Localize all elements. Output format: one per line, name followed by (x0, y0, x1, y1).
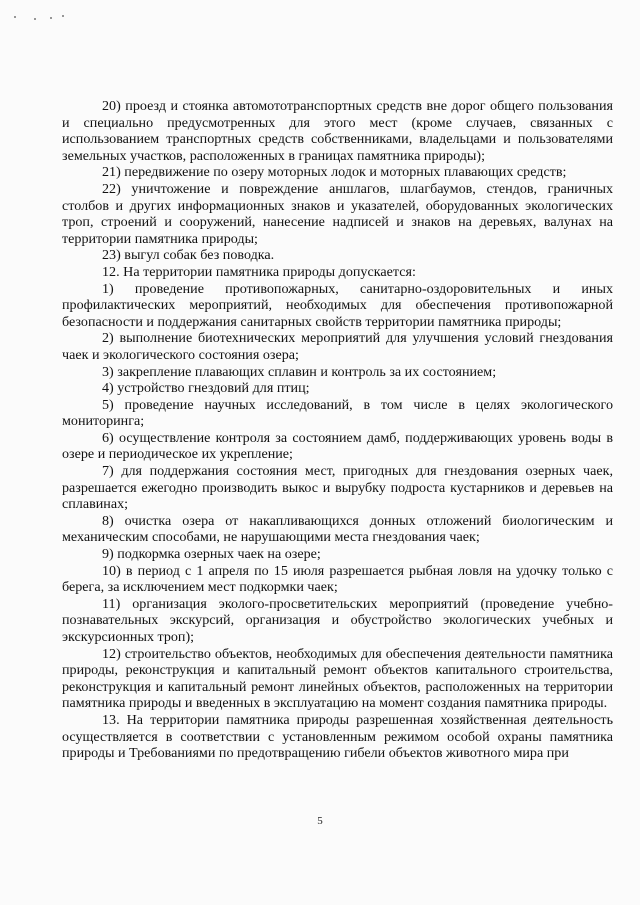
paragraph-allowed-7: 7) для поддержания состояния мест, пригодных для гнездования озерных чаек, разрешается ежегодно производить выкос и вырубку подроста кустарников и деревьев на сплавинах; (62, 463, 613, 513)
paragraph-allowed-5: 5) проведение научных исследований, в том числе в целях экологического мониторинга; (62, 396, 613, 430)
paragraph-allowed-12: 12) строительство объектов, необходимых для обеспечения деятельности памятника природы, реконструкция и капитальный ремонт объектов капитального строительства, реконструкция и капитальный ремонт линейных объектов, расположенных на территории памятника природы и введенных в эксплуатацию на момент создания памятника природы. (62, 645, 613, 712)
document-body (62, 98, 613, 762)
paragraph-item-20: 20) проезд и стоянка автомототранспортных средств вне дорог общего пользования и специально предусмотренных для этого мест (кроме случаев, связанных с использованием транспортных средств собственниками, владельцами и пользователями земельных участков, расположенных в границах памятника природы); (62, 98, 613, 164)
paragraph-allowed-1: 1) проведение противопожарных, санитарно-оздоровительных и иных профилактических мероприятий, необходимых для обеспечения противопожарной безопасности и поддержания санитарных свойств территории памятника природы; (62, 280, 613, 330)
paragraph-item-23: 23) выгул собак без поводка. (102, 247, 275, 264)
paragraph-allowed-3: 3) закрепление плавающих сплавин и контроль за их состоянием; (102, 363, 497, 380)
paragraph-allowed-10: 10) в период с 1 апреля по 15 июля разрешается рыбная ловля на удочку только с берега, за исключением мест подкормки чаек; (62, 562, 613, 596)
scan-speck (34, 18, 36, 20)
scan-speck (62, 15, 64, 17)
paragraph-allowed-8: 8) очистка озера от накапливающихся донных отложений биологическим и механическим способами, не нарушающими места гнездования чаек; (62, 512, 613, 546)
paragraph-item-22: 22) уничтожение и повреждение аншлагов, шлагбаумов, стендов, граничных столбов и других информационных знаков и указателей, оборудованных экологических троп, строений и сооружений, нанесение надписей и знаков на деревьях, валунах на территории памятника природы; (62, 180, 613, 247)
paragraph-allowed-11: 11) организация эколого-просветительских мероприятий (проведение учебно-познавательных экскурсий, организация и обустройство экологических учебных и экскурсионных троп); (62, 595, 613, 645)
scan-speck (50, 17, 52, 19)
paragraph-allowed-6: 6) осуществление контроля за состоянием дамб, поддерживающих уровень воды в озере и периодическое их укрепление; (62, 429, 613, 463)
page-number: 5 (317, 815, 323, 827)
scan-speck (14, 16, 16, 18)
paragraph-item-21: 21) передвижение по озеру моторных лодок и моторных плавающих средств; (102, 164, 567, 181)
section-paragraph-13: 13. На территории памятника природы разрешенная хозяйственная деятельность осуществляется в соответствии с установленным режимом особой охраны памятника природы и Требованиями по предотвращению гибели объектов животного мира при (62, 711, 613, 762)
scan-specks (12, 12, 72, 22)
paragraph-allowed-9: 9) подкормка озерных чаек на озере; (102, 546, 321, 563)
paragraph-allowed-4: 4) устройство гнездовий для птиц; (102, 380, 310, 397)
paragraph-allowed-2: 2) выполнение биотехнических мероприятий для улучшения условий гнездования чаек и экологического состояния озера; (62, 330, 613, 363)
section-heading-12: 12. На территории памятника природы допускается: (102, 263, 416, 280)
